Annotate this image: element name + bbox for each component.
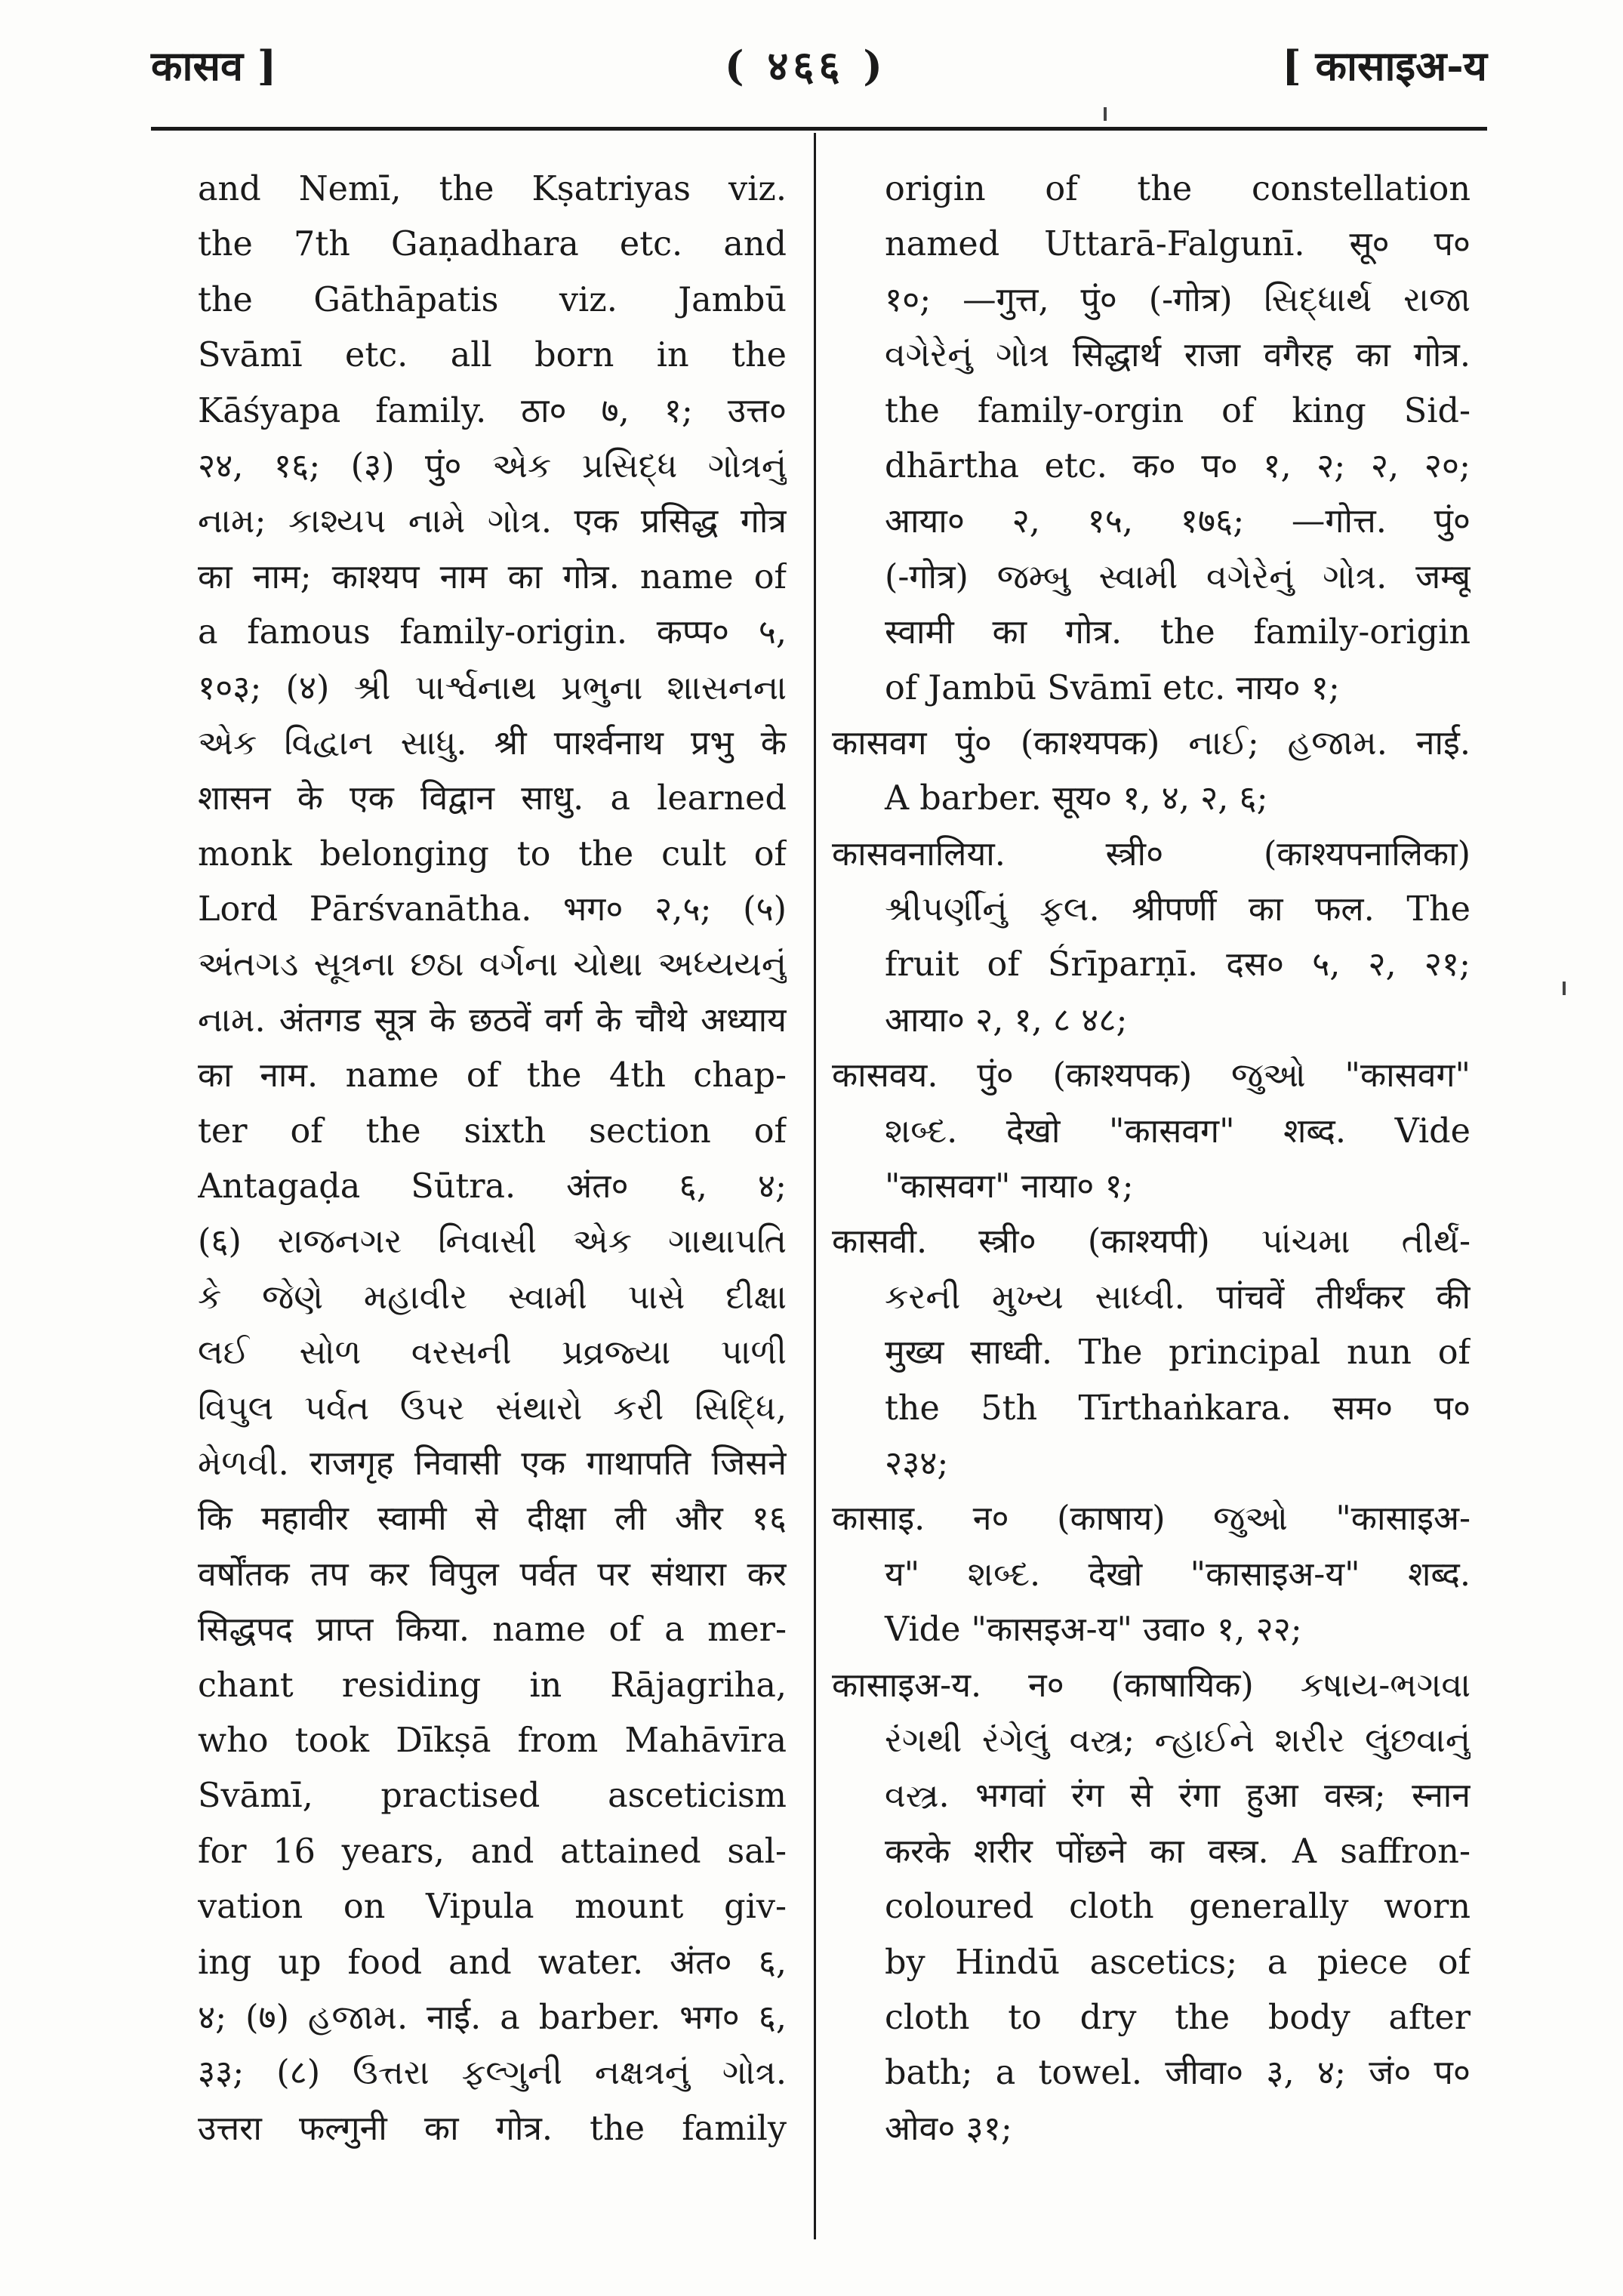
entry-headword-line: कासवग पुं० (काश्यपक) નાઈ; હજામ. नाई.: [832, 723, 1471, 763]
text-line: ४; (७) હજામ. नाई. a barber. भग० ६,: [198, 1998, 787, 2037]
text-line: વગેરેનું ગોત્ર सिद्धार्थ राजा वगैरह का गोत्र.: [885, 336, 1471, 375]
entry-headword-line: कासवनालिया. स्त्री० (काश्यपनालिका): [832, 834, 1471, 874]
entry-headword-line: कासाइ. न० (काषाय) જુઓ "कासाइअ-: [832, 1499, 1471, 1539]
text-line: of Jambū Svāmī etc. नाय० १;: [885, 668, 1340, 707]
text-line: य" શબ્દ. देखो "कासाइअ-य" शब्द.: [885, 1555, 1471, 1594]
text-line: १०; —गुत्त, पुं० (-गोत्र) સિદ્ધાર્થ રાજા: [885, 280, 1471, 319]
text-line: शासन के एक विद्वान साधु. a learned: [198, 779, 787, 818]
text-line: named Uttarā-Falgunī. सू० प०: [885, 225, 1471, 264]
text-line: Kāśyapa family. ठा० ७, १; उत्त०: [198, 391, 787, 430]
left-column: [198, 162, 787, 2156]
text-line: the Gāthāpatis viz. Jambū: [198, 280, 787, 319]
header-left-headword: कासव ]: [151, 42, 277, 90]
text-line: dhārtha etc. क० प० १, २; २, २०;: [885, 446, 1471, 485]
text-line: કરની મુખ્ય સાધ્વી. पांचवें तीर्थंकर की: [885, 1277, 1471, 1317]
text-line: स्वामी का गोत्र. the family-origin: [885, 613, 1471, 652]
column-divider: [814, 133, 816, 2239]
text-line: Svāmī etc. all born in the: [198, 336, 787, 375]
text-line: chant residing in Rājagriha,: [198, 1666, 787, 1705]
text-line: for 16 years, and attained sal-: [198, 1832, 787, 1871]
text-line: करके शरीर पोंछने का वस्त्र. A saffron-: [885, 1832, 1471, 1871]
text-line: નામ; કાશ્યપ નામે ગોત્ર. एक प्रसिद्ध गोत्र: [198, 502, 787, 541]
text-line: by Hindū ascetics; a piece of: [885, 1943, 1471, 1982]
text-line: Antagaḍa Sūtra. अंत० ६, ४;: [198, 1167, 787, 1207]
header-rule: [151, 127, 1487, 131]
text-line: શ્રીપર્ણીનું ફલ. श्रीपर्णी का फल. The: [885, 890, 1471, 929]
text-line: वर्षोंतक तप कर विपुल पर्वत पर संथारा कर: [198, 1555, 787, 1594]
text-line: Lord Pārśvanātha. भग० २,५; (५): [198, 890, 787, 929]
text-line: "कासवग" नाया० १;: [885, 1167, 1134, 1207]
text-line: એક વિદ્વાન સાધુ. श्री पार्श्वनाथ प्रभु के: [198, 723, 787, 763]
entry-headword-line: कासवय. पुं० (काश्यपक) જુઓ "कासवग": [832, 1056, 1471, 1096]
text-line: कि महावीर स्वामी से दीक्षा ली और १६: [198, 1499, 787, 1539]
text-line: a famous family-origin. कप्प० ५,: [198, 613, 787, 652]
text-line: (६) રાજનગર નિવાસી એક ગાથાપતિ: [198, 1222, 787, 1262]
text-line: who took Dīkṣā from Mahāvīra: [198, 1721, 787, 1760]
text-line: का नाम; काश्यप नाम का गोत्र. name of: [198, 557, 787, 596]
text-line: લઈ સોળ વરસની પ્રવ્રજ્યા પાળી: [198, 1333, 787, 1373]
text-line: ing up food and water. अंत० ६,: [198, 1943, 787, 1982]
text-line: નામ. अंतगड सूत्र के छठवें वर्ग के चौथे अध्याय: [198, 1000, 787, 1040]
text-line: monk belonging to the cult of: [198, 834, 787, 874]
right-column: [832, 162, 1471, 2156]
text-line: A barber. सूय० १, ४, २, ६;: [885, 779, 1268, 818]
header-right-headword: [ कासाइअ-य: [1282, 42, 1487, 90]
text-line: શબ્દ. देखो "कासवग" शब्द. Vide: [885, 1111, 1471, 1151]
entry-headword-line: कासवी. स्त्री० (काश्यपी) પાંચમા તીર્થં-: [832, 1222, 1471, 1262]
text-line: २३४;: [885, 1444, 949, 1483]
text-line: કે જેણે મહાવીર સ્વામી પાસે દીક્ષા: [198, 1277, 787, 1317]
text-line: vation on Vipula mount giv-: [198, 1888, 787, 1927]
text-line: Svāmī, practised asceticism: [198, 1777, 787, 1816]
text-line: ३३; (८) ઉત્તરા ફલ્ગુની નક્ષત્રનું ગોત્ર.: [198, 2054, 787, 2093]
text-line: મેળવી. राजगृह निवासी एक गाथापति जिसने: [198, 1444, 787, 1483]
text-line: का नाम. name of the 4th chap-: [198, 1056, 787, 1096]
text-line: सिद्धपद प्राप्त किया. name of a mer-: [198, 1610, 787, 1650]
text-line: the 7th Gaṇadhara etc. and: [198, 225, 787, 264]
text-line: ter of the sixth section of: [198, 1111, 787, 1151]
text-line: વિપુલ પર્વત ઉપર સંથારો કરી સિદ્ધિ,: [198, 1388, 787, 1428]
text-line: the 5th Tīrthaṅkara. सम० प०: [885, 1388, 1471, 1428]
text-line: उत्तरा फल्गुनी का गोत्र. the family: [198, 2109, 787, 2148]
text-line: fruit of Śrīparṇī. दस० ५, २, २१;: [885, 945, 1471, 985]
text-line: the family-orgin of king Sid-: [885, 391, 1471, 430]
entry-headword-line: कासाइअ-य. न० (काषायिक) કષાય-ભગવા: [832, 1666, 1471, 1705]
page-header: [151, 30, 1487, 98]
text-line: અંતગડ સૂત્રના છઠા વર્ગના ચોથા અધ્યયનું: [198, 945, 787, 985]
text-line: coloured cloth generally worn: [885, 1888, 1471, 1927]
text-line: and Nemī, the Kṣatriyas viz.: [198, 170, 787, 208]
print-speck: [1563, 982, 1566, 995]
text-line: રંગથી રંગેલું વસ્ત્ર; ન્હાઈને શરીર લુંછવાનું: [885, 1721, 1471, 1760]
page-number: ( ४६६ ): [725, 42, 887, 90]
text-line: Vide "कासइअ-य" उवा० १, २२;: [885, 1610, 1302, 1650]
text-line: १०३; (४) શ્રી પાર્શ્વનાથ પ્રભુના શાસનના: [198, 668, 787, 707]
text-line: cloth to dry the body after: [885, 1998, 1471, 2037]
text-line: आया० २, १५, १७६; —गोत्त. पुं०: [885, 502, 1471, 541]
text-line: २४, १६; (३) पुं० એક પ્રસિદ્ધ ગોત્રનું: [198, 446, 787, 485]
text-line: मुख्य साध्वी. The principal nun of: [885, 1333, 1471, 1373]
text-line: ओव० ३१;: [885, 2109, 1012, 2148]
text-line: आया० २, १, ८ ४८;: [885, 1000, 1128, 1040]
text-line: વસ્ત્ર. भगवां रंग से रंगा हुआ वस्त्र; स्नान: [885, 1777, 1471, 1816]
text-line: bath; a towel. जीवा० ३, ४; जं० प०: [885, 2054, 1471, 2093]
print-speck: [1104, 107, 1107, 121]
text-line: (-गोत्र) જમ્બુ સ્વામી વગેરેનું ગોત્ર. जम्बू: [885, 557, 1471, 596]
text-line: origin of the constellation: [885, 170, 1471, 208]
